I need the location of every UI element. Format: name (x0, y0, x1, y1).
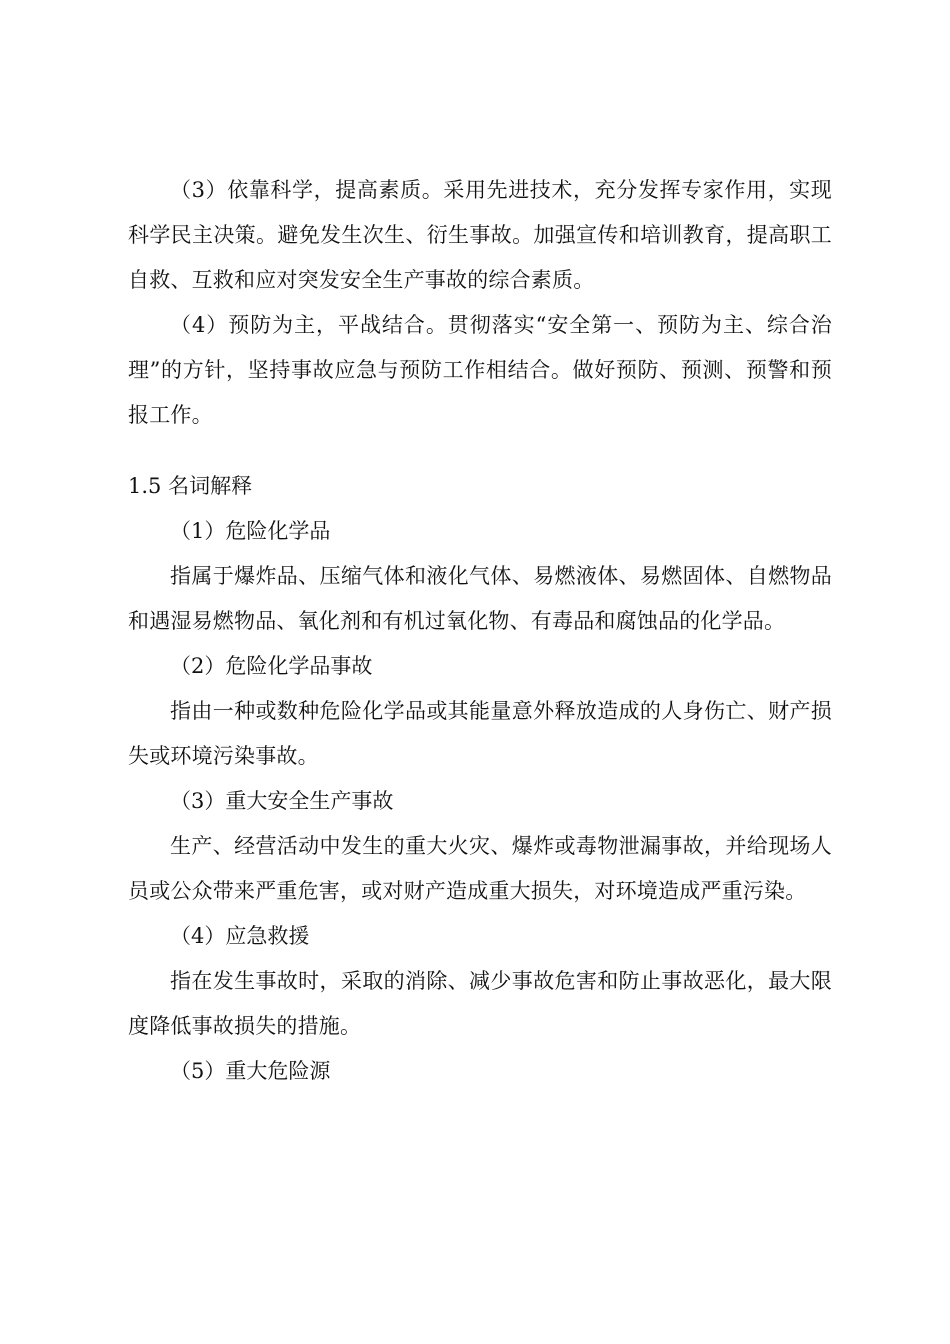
principle-paragraph-3: （3）依靠科学，提高素质。采用先进技术，充分发挥专家作用，实现科学民主决策。避免发生次生、衍生事故。加强宣传和培训教育，提高职工自救、互救和应对突发安全生产事故的综合素质。 (128, 178, 832, 292)
term-heading-5: （5）重大危险源 (170, 1059, 331, 1083)
term-definition-2: 指由一种或数种危险化学品或其能量意外释放造成的人身伤亡、财产损失或环境污染事故。 (128, 699, 832, 768)
document-page (128, 168, 832, 1094)
term-definition-3: 生产、经营活动中发生的重大火灾、爆炸或毒物泄漏事故，并给现场人员或公众带来严重危害，或对财产造成重大损失，对环境造成严重污染。 (128, 834, 832, 903)
section-title: 1.5 名词解释 (128, 474, 253, 498)
principle-paragraph-4: （4）预防为主，平战结合。贯彻落实“安全第一、预防为主、综合治理”的方针，坚持事故应急与预防工作相结合。做好预防、预测、预警和预报工作。 (128, 313, 832, 427)
term-heading-1: （1）危险化学品 (170, 519, 331, 543)
section-spacer (128, 438, 832, 464)
term-heading-2: （2）危险化学品事故 (170, 654, 373, 678)
term-heading-4: （4）应急救援 (170, 924, 310, 948)
term-definition-4: 指在发生事故时，采取的消除、减少事故危害和防止事故恶化，最大限度降低事故损失的措施。 (128, 969, 832, 1038)
term-definition-1: 指属于爆炸品、压缩气体和液化气体、易燃液体、易燃固体、自燃物品和遇湿易燃物品、氧化剂和有机过氧化物、有毒品和腐蚀品的化学品。 (128, 564, 832, 633)
term-heading-3: （3）重大安全生产事故 (170, 789, 394, 813)
